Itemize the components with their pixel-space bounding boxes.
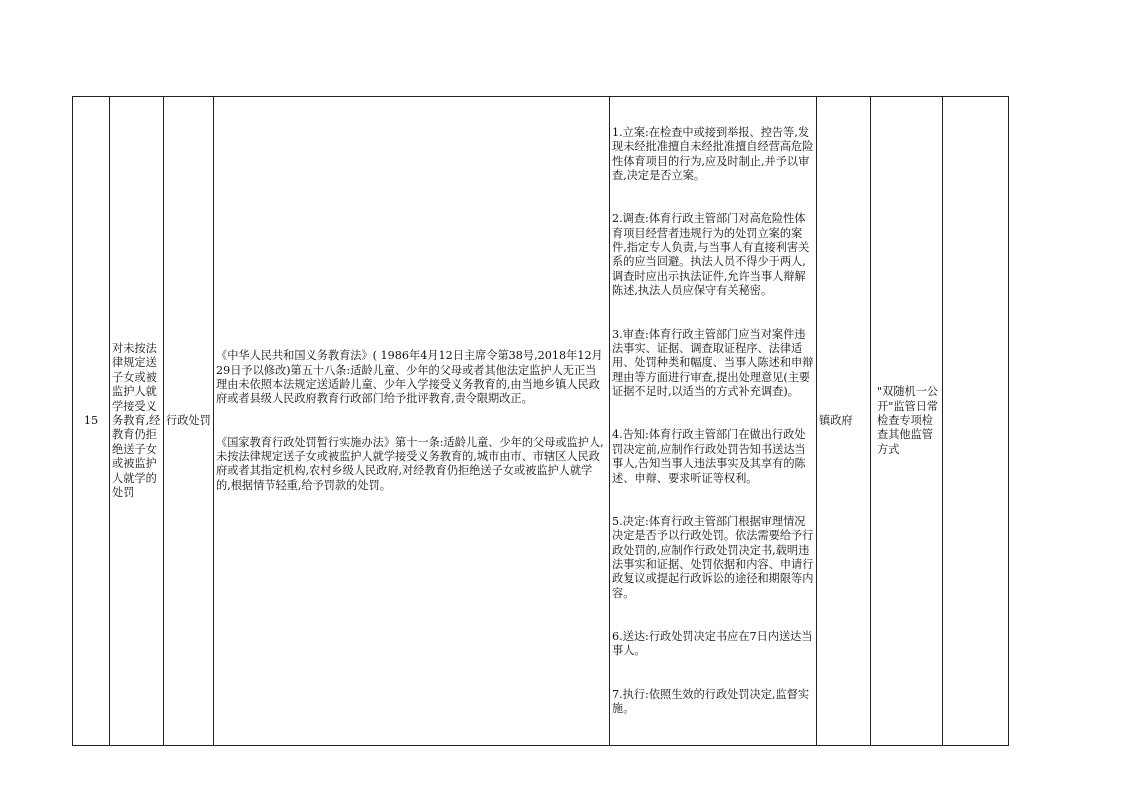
legal-basis-paragraph: 《国家教育行政处罚暂行实施办法》第十一条:适龄儿童、少年的父母或监护人,未按法律规定送子女或被监护人就学接受义务教育的,城市由市、市辖区人民政府或者其指定机构,农村乡级人民政府,对经教育仍拒绝送子女或被监护人就学的,根据情节轻重,给予罚款的处罚。 (216, 435, 604, 492)
procedure-step: 3.审查:体育行政主管部门应当对案件违法事实、证据、调查取证程序、法律适用、处罚种类和幅度、当事人陈述和申辩理由等方面进行审查,提出处理意见(主要证据不足时,以适当的方式补充调查)。 (612, 327, 814, 399)
procedure-step: 1.立案:在检查中或接到举报、控告等,发现未经批准擅自未经批准擅自经营高危险性体育项目的行为,应及时制止,并予以审查,决定是否立案。 (612, 125, 814, 183)
authority-table (72, 96, 1009, 746)
procedure-step: 5.决定:体育行政主管部门根据审理情况决定是否予以行政处罚。依法需要给予行政处罚的,应制作行政处罚决定书,载明违法事实和证据、处罚依据和内容、申请行政复议或提起行政诉讼的途径和期限等内容。 (612, 514, 814, 600)
item-name: 对未按法律规定送子女或被监护人就学接受义务教育,经教育仍拒绝送子女或被监护人就学的处罚 (110, 97, 164, 746)
legal-basis-paragraph: 《中华人民共和国义务教育法》( 1986年4月12日主席令第38号,2018年12月29日予以修改)第五十八条:适龄儿童、少年的父母或者其他法定监护人无正当理由未依照本法规定送适龄儿童、少年入学接受义务教育的,由当地乡镇人民政府或者县级人民政府教育行政部门给予批评教育,责令限期改正。 (216, 349, 603, 406)
legal-basis (214, 97, 610, 746)
procedure (610, 97, 817, 746)
remarks-cell (943, 97, 1009, 746)
procedure-step: 6.送达:行政处罚决定书应在7日内送达当事人。 (612, 630, 813, 658)
procedure-step: 2.调查:体育行政主管部门对高危险性体育项目经营者违规行为的处罚立案的案件,指定专人负责,与当事人有直接利害关系的应当回避。执法人员不得少于两人,调查时应出示执法证件,允许当事人辩解陈述,执法人员应保守有关秘密。 (612, 212, 810, 298)
power-type: 行政处罚 (164, 97, 214, 746)
table-row (73, 97, 1009, 746)
responsible-agency: 镇政府 (817, 97, 871, 746)
row-number: 15 (73, 97, 110, 746)
procedure-step: 7.执行:依照生效的行政处罚决定,监督实施。 (612, 687, 810, 716)
supervision-method: "双随机一公开"监管日常检查专项检查其他监管方式 (871, 97, 943, 746)
procedure-step: 4.告知:体育行政主管部门在做出行政处罚决定前,应制作行政处罚告知书送达当事人,告知当事人违法事实及其享有的陈述、申辩、要求听证等权利。 (612, 428, 806, 485)
